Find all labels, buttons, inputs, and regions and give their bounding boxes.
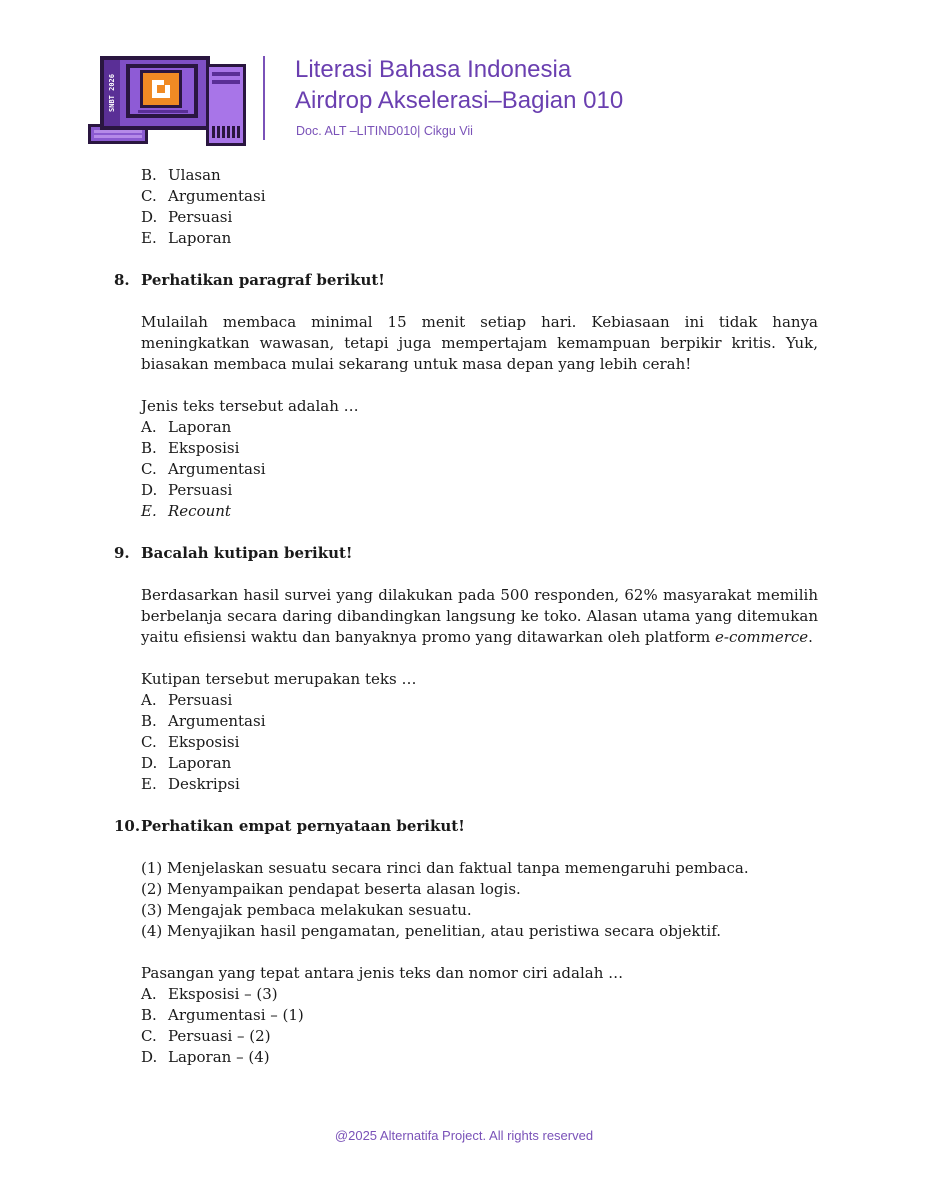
statement-item: (1) Menjelaskan sesuatu secara rinci dan faktual tanpa memengaruhi pembaca.	[141, 859, 749, 877]
statement-item: (2) Menyampaikan pendapat beserta alasan logis.	[141, 880, 521, 898]
option-item: C. Argumentasi	[141, 187, 266, 205]
header-title-line1: Literasi Bahasa Indonesia	[295, 56, 572, 83]
header-title-line2: Airdrop Akselerasi–Bagian 010	[295, 87, 624, 114]
option-item: B. Argumentasi – (1)	[141, 1006, 304, 1024]
option-item: D. Persuasi	[141, 481, 233, 499]
header-divider	[263, 56, 265, 140]
option-item: E. Deskripsi	[141, 775, 240, 793]
option-item: D. Laporan – (4)	[141, 1048, 270, 1066]
question-8-passage: Mulailah membaca minimal 15 menit setiap hari. Kebiasaan ini tidak hanya meningkatkan wawasan, tetapi juga mempertajam kemampuan berpikir kritis. Yuk, biasakan membaca mulai sekarang untuk masa depan yang lebih cerah!	[141, 313, 818, 373]
header-subtitle: Doc. ALT –LITIND010| Cikgu Vii	[296, 124, 473, 138]
option-item: D. Laporan	[141, 754, 232, 772]
passage-italic-term: e-commerce	[715, 628, 809, 646]
logo-text: SNBT 2026	[108, 74, 116, 112]
question-8-heading: 8. Perhatikan paragraf berikut!	[114, 271, 385, 289]
statement-item: (4) Menyajikan hasil pengamatan, penelitian, atau peristiwa secara objektif.	[141, 922, 722, 940]
page-content	[0, 165, 928, 1068]
option-item: A. Laporan	[141, 418, 232, 436]
page-footer: @2025 Alternatifa Project. All rights reserved	[334, 1128, 594, 1143]
option-item: C. Eksposisi	[141, 733, 240, 751]
question-9-heading: 9. Bacalah kutipan berikut!	[114, 544, 353, 562]
statement-item: (3) Mengajak pembaca melakukan sesuatu.	[141, 901, 472, 919]
question-8-prompt: Jenis teks tersebut adalah …	[141, 397, 359, 415]
option-item: C. Argumentasi	[141, 460, 266, 478]
question-9-passage: Berdasarkan hasil survei yang dilakukan pada 500 responden, 62% masyarakat memilih berbelanja secara daring dibandingkan langsung ke toko. Alasan utama yang ditemukan yaitu efisiensi waktu dan banyaknya promo yang ditawarkan oleh platform e-commerce.	[141, 586, 818, 646]
option-item: A. Persuasi	[141, 691, 233, 709]
option-item: A. Eksposisi – (3)	[141, 985, 278, 1003]
option-item: B. Argumentasi	[141, 712, 266, 730]
question-10-heading: 10. Perhatikan empat pernyataan berikut!	[114, 817, 465, 835]
question-10-prompt: Pasangan yang tepat antara jenis teks dan nomor ciri adalah …	[141, 964, 624, 982]
retro-computer-logo	[88, 52, 248, 148]
option-item: E. Laporan	[141, 229, 232, 247]
option-item: E. Recount	[141, 502, 231, 520]
option-item: B. Ulasan	[141, 166, 221, 184]
option-item: D. Persuasi	[141, 208, 233, 226]
option-item: C. Persuasi – (2)	[141, 1027, 271, 1045]
question-9-prompt: Kutipan tersebut merupakan teks …	[141, 670, 417, 688]
page-header	[0, 0, 928, 160]
option-item: B. Eksposisi	[141, 439, 240, 457]
